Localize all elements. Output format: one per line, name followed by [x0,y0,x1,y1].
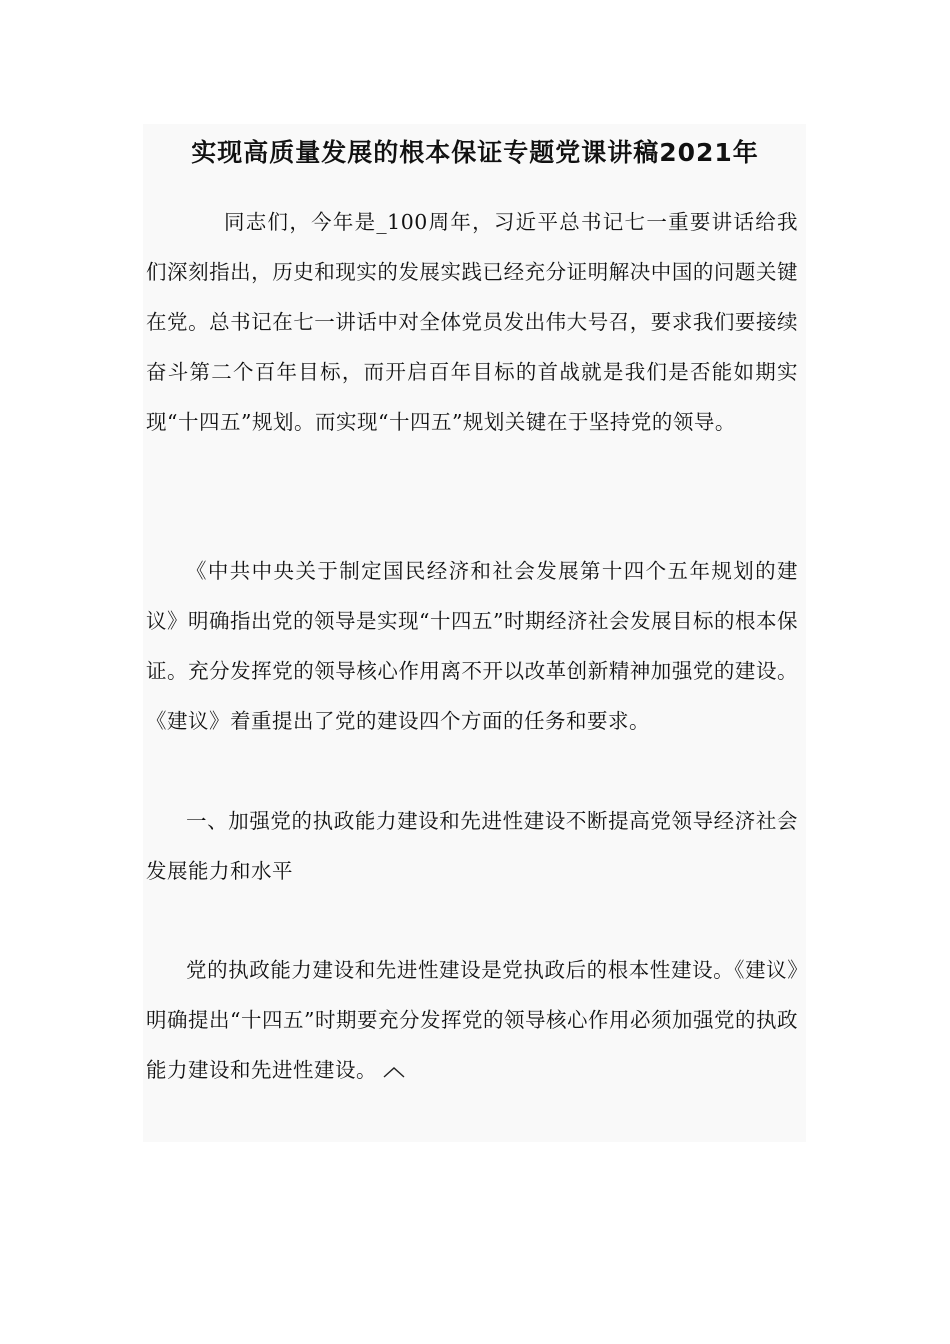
document-title: 实现高质量发展的根本保证专题党课讲稿2021年 [191,138,759,167]
caret-up-icon [383,1066,405,1078]
paragraph-governance [146,945,798,1095]
paragraph-proposal: 《中共中央关于制定国民经济和社会发展第十四个五年规划的建议》明确指出党的领导是实现“十四五”时期经济社会发展目标的根本保证。充分发挥党的领导核心作用离不开以改革创新精神加强党的建设。《建议》着重提出了党的建设四个方面的任务和要求。 [146,559,798,733]
paragraph-governance-text: 党的执政能力建设和先进性建设是党执政后的根本性建设。《建议》明确提出“十四五”时期要充分发挥党的领导核心作用必须加强党的执政能力建设和先进性建设。 [146,958,798,1082]
paragraph-intro: 同志们，今年是_100周年，习近平总书记七一重要讲话给我们深刻指出，历史和现实的发展实践已经充分证明解决中国的问题关键在党。总书记在七一讲话中对全体党员发出伟大号召，要求我们要接续奋斗第二个百年目标，而开启百年目标的首战就是我们是否能如期实现“十四五”规划。而实现“十四五”规划关键在于坚持党的领导。 [146,210,798,434]
section-heading-one: 一、加强党的执政能力建设和先进性建设不断提高党领导经济社会发展能力和水平 [146,809,798,883]
